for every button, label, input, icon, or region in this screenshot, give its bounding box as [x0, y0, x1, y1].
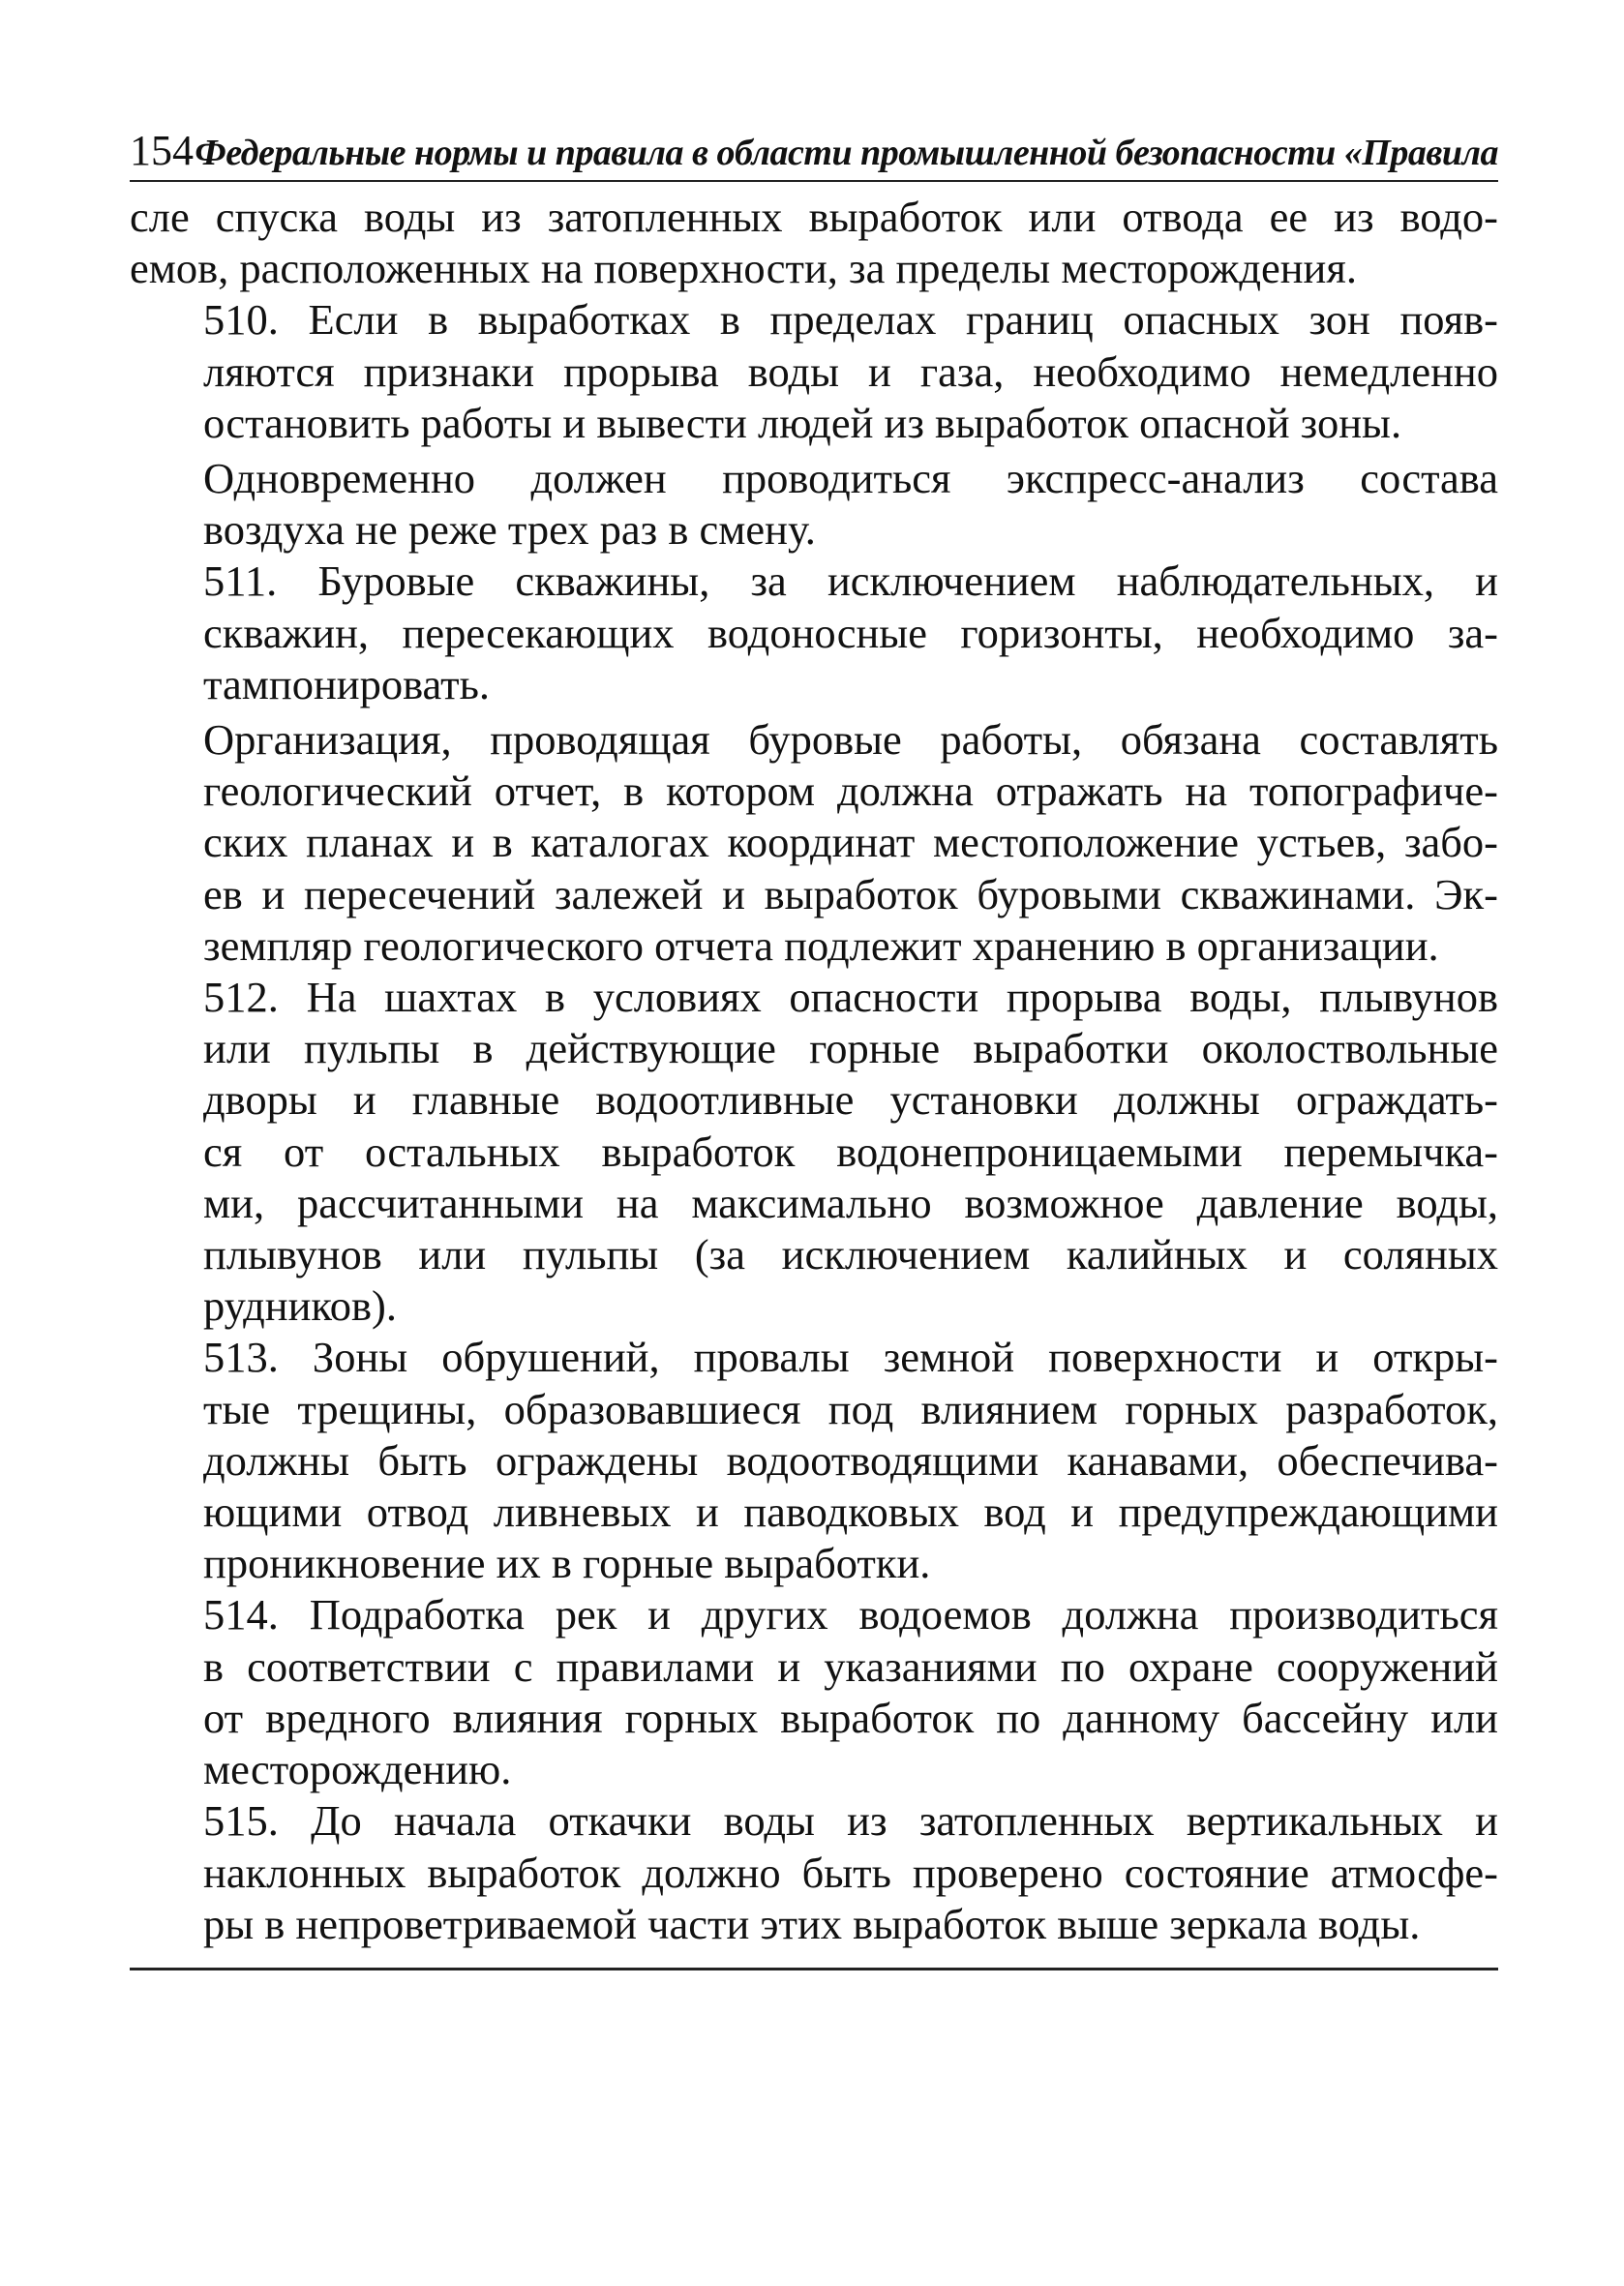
- text-line: тампонировать.: [203, 659, 490, 708]
- text-line: 510. Если в выработках в пределах границ опасных зон появ-: [203, 295, 1498, 345]
- text-line: ся от остальных выработок водонепроницаемыми перемычка-: [203, 1127, 1498, 1176]
- document-page: [130, 126, 1498, 1970]
- paragraph-515: [130, 1795, 1498, 1950]
- text-line: или пульпы в действующие горные выработки околоствольные: [203, 1024, 1498, 1073]
- page-number: 154: [130, 127, 194, 174]
- text-line: воздуха не реже трех раз в смену.: [203, 505, 816, 555]
- text-line: должны быть ограждены водоотводящими канавами, обеспечива-: [203, 1435, 1498, 1485]
- running-title: Федеральные нормы и правила в области промышленной безопасности «Правила: [195, 133, 1498, 173]
- text-line: плывунов или пульпы (за исключением калийных и соляных: [203, 1230, 1498, 1279]
- text-line: ских планах и в каталогах координат местоположение устьев, забо-: [203, 818, 1498, 867]
- paragraph-511-continued: [130, 714, 1498, 972]
- text-line: в соответствии с правилами и указаниями по охране сооружений: [203, 1641, 1498, 1691]
- text-line: ев и пересечений залежей и выработок буровыми скважинами. Эк-: [203, 869, 1498, 918]
- text-line: 513. Зоны обрушений, провалы земной поверхности и откры-: [203, 1333, 1498, 1382]
- text-line: ющими отвод ливневых и паводковых вод и предупреждающими: [203, 1488, 1498, 1537]
- text-line: дворы и главные водоотливные установки должны ограждать-: [203, 1075, 1498, 1125]
- text-line: 514. Подработка рек и других водоемов должна производиться: [203, 1590, 1498, 1639]
- text-line: проникновение их в горные выработки.: [203, 1539, 931, 1588]
- paragraph-510-continued: [130, 453, 1498, 556]
- running-header: [130, 126, 1498, 182]
- text-line: рудников).: [203, 1281, 397, 1331]
- paragraph-514: [130, 1589, 1498, 1795]
- paragraph-511: [130, 556, 1498, 710]
- text-line: емов, расположенных на поверхности, за пределы месторождения.: [130, 244, 1357, 293]
- text-line: 511. Буровые скважины, за исключением наблюдательных, и: [203, 556, 1498, 606]
- text-line: Одновременно должен проводиться экспресс-анализ состава: [203, 454, 1498, 503]
- paragraph-510: [130, 294, 1498, 449]
- body-text: [130, 192, 1498, 1950]
- paragraph-513: [130, 1332, 1498, 1589]
- paragraph-continuation: [130, 192, 1498, 294]
- text-line: 512. На шахтах в условиях опасности прорыва воды, плывунов: [203, 973, 1498, 1022]
- text-line: тые трещины, образовавшиеся под влиянием горных разработок,: [203, 1384, 1498, 1433]
- text-line: ми, рассчитанными на максимально возможное давление воды,: [203, 1178, 1498, 1227]
- text-line: месторождению.: [203, 1745, 512, 1794]
- text-line: от вредного влияния горных выработок по данному бассейну или: [203, 1693, 1498, 1742]
- text-line: геологический отчет, в котором должна отражать на топографиче-: [203, 767, 1498, 816]
- text-line: 515. До начала откачки воды из затопленных вертикальных и: [203, 1796, 1498, 1846]
- text-line: наклонных выработок должно быть проверено состояние атмосфе-: [203, 1848, 1498, 1897]
- paragraph-512: [130, 972, 1498, 1332]
- text-line: Организация, проводящая буровые работы, обязана составлять: [203, 715, 1498, 765]
- text-line: ляются признаки прорыва воды и газа, необходимо немедленно: [203, 346, 1498, 396]
- text-line: ры в непроветриваемой части этих выработок выше зеркала воды.: [203, 1899, 1421, 1948]
- text-line: скважин, пересекающих водоносные горизонты, необходимо за-: [203, 608, 1498, 657]
- text-line: сле спуска воды из затопленных выработок или отвода ее из водо-: [130, 193, 1498, 241]
- text-line: остановить работы и вывести людей из выработок опасной зоны.: [203, 398, 1402, 447]
- text-line: земпляр геологического отчета подлежит хранению в организации.: [203, 920, 1439, 970]
- footer-rule: [130, 1968, 1498, 1970]
